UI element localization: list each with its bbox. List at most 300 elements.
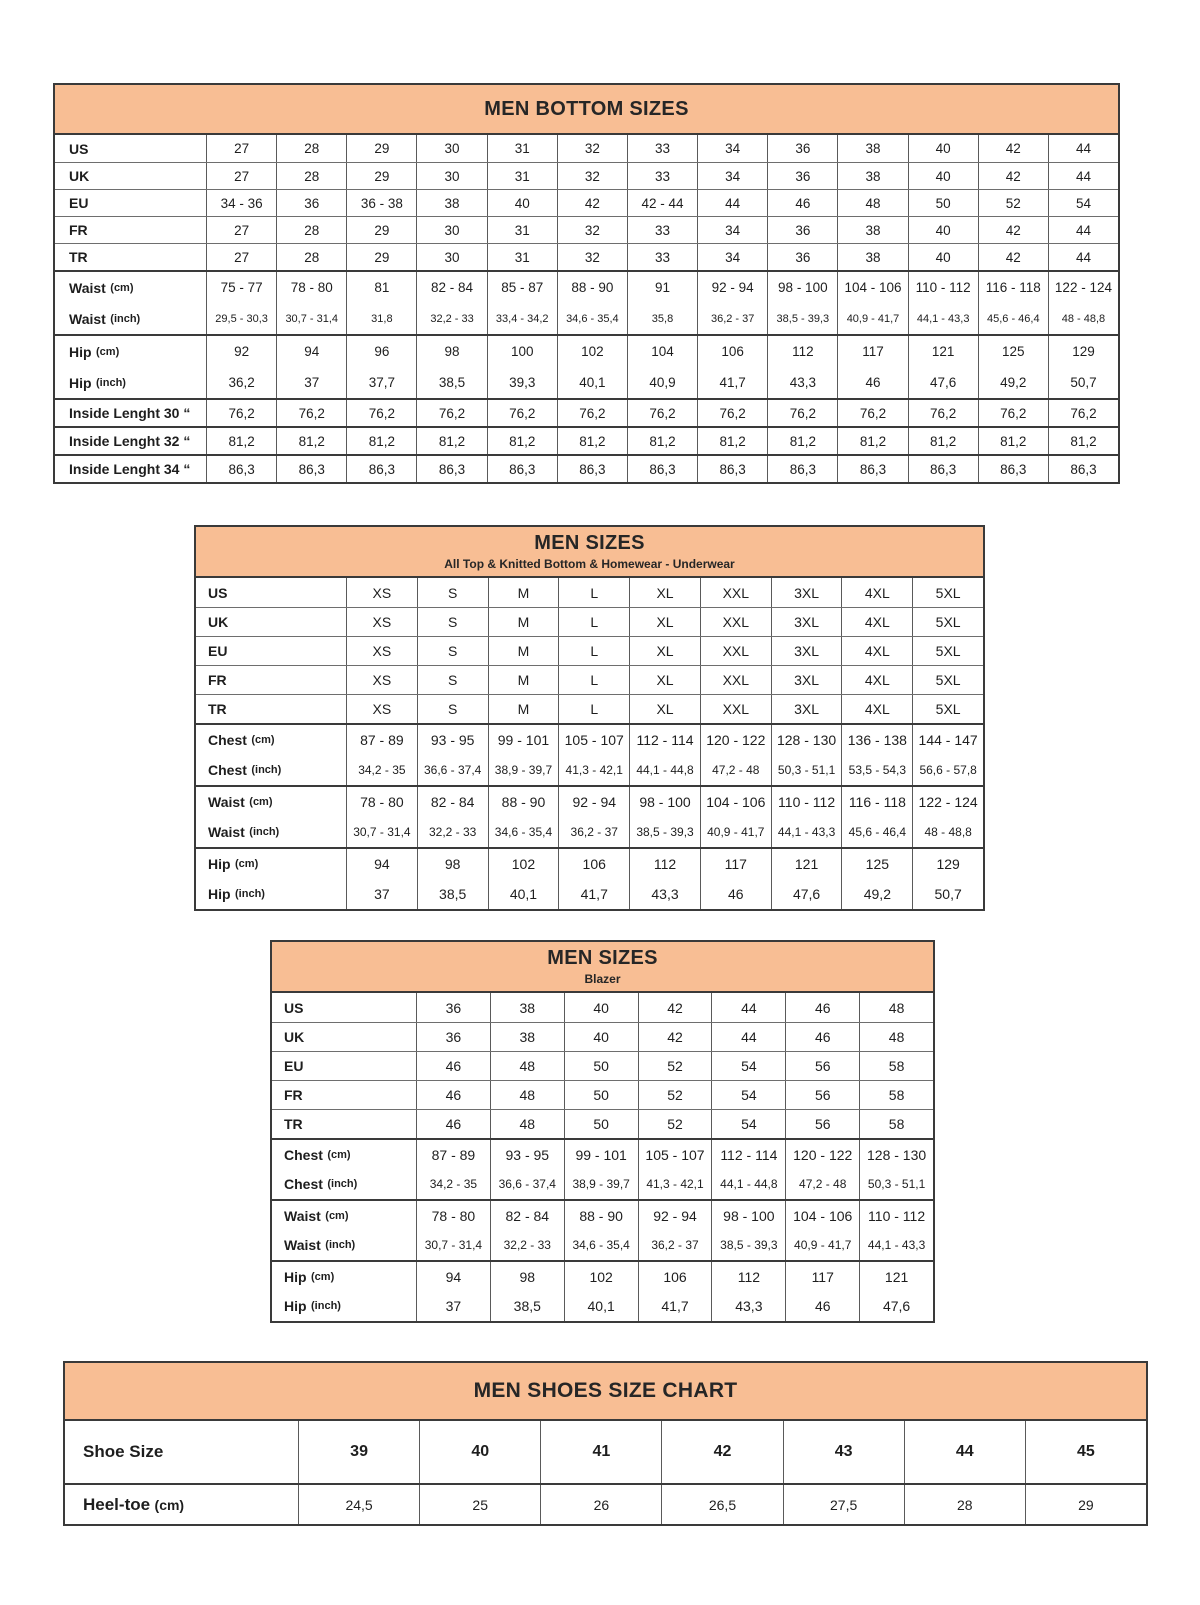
cell-value: M (517, 614, 530, 630)
cell-value: 40,9 (649, 375, 676, 390)
table-title: MEN SIZES (534, 532, 645, 554)
cell-value: 40 (935, 141, 951, 156)
value-cell (416, 190, 486, 216)
row-label-cell (196, 725, 347, 785)
value-cell (700, 578, 771, 607)
cell-value: 86,3 (298, 461, 325, 477)
row-label-line (284, 1140, 416, 1170)
row-label-cell (272, 1023, 417, 1051)
row-label-cell (65, 1421, 299, 1483)
cell-value: 45,6 - 46,4 (848, 825, 907, 839)
value-cell (638, 1110, 712, 1138)
value-cell (697, 244, 767, 270)
value-cell (558, 608, 629, 636)
cell-value: 93 - 95 (505, 1146, 550, 1163)
value-cell (837, 163, 907, 189)
cell-value: 36,6 - 37,4 (423, 763, 482, 777)
cell-value: 38,9 - 39,7 (572, 1177, 630, 1192)
cell-value: 104 - 106 (793, 1207, 853, 1224)
cell-value: 38,5 (438, 375, 466, 390)
row-label-cell (55, 336, 207, 398)
row-label-line (69, 135, 206, 162)
cell-value: XL (656, 643, 674, 659)
value-cell (276, 272, 346, 334)
cell-value: 48 (888, 1029, 905, 1045)
value-cell (564, 1201, 638, 1260)
value-cell (417, 637, 488, 665)
row-label: Inside Lenght 30 “ (69, 405, 191, 421)
value-cell (490, 993, 564, 1022)
table-row (272, 1199, 933, 1260)
row-label-unit: (inch) (110, 312, 141, 325)
cell-value: 91 (655, 280, 671, 295)
cell-value: 34,6 - 35,4 (572, 1238, 630, 1253)
cell-value: 81,2 (368, 433, 396, 449)
cell-value: 41,7 (661, 1298, 689, 1315)
value-cell (700, 695, 771, 723)
cell-value: 44 (1075, 249, 1091, 265)
table-row (272, 1260, 933, 1321)
cell-value: 48 - 48,8 (1061, 312, 1106, 325)
value-cell (488, 787, 559, 847)
value-cell (912, 849, 983, 909)
cell-value: 81,2 (719, 433, 746, 449)
value-cell (767, 190, 837, 216)
row-label: FR (69, 222, 88, 238)
cell-value: 5XL (935, 614, 961, 630)
cell-value: S (448, 701, 458, 717)
value-cell (487, 336, 557, 398)
cell-value: 82 - 84 (430, 794, 475, 810)
cell-value: 75 - 77 (220, 280, 263, 295)
table-row (55, 426, 1118, 454)
cell-value: XS (372, 643, 392, 659)
cell-value: 110 - 112 (915, 280, 971, 295)
row-label-cell (196, 849, 347, 909)
row-label-cell (272, 1081, 417, 1109)
row-label-cell (196, 666, 347, 694)
row-label-unit: (cm) (327, 1148, 351, 1161)
cell-value: 88 - 90 (579, 1207, 623, 1224)
value-cell (627, 190, 697, 216)
value-cell (661, 1421, 782, 1483)
value-cell (627, 400, 697, 426)
row-label-line (208, 725, 346, 755)
row-label-unit: (inch) (311, 1300, 341, 1313)
value-cell (558, 695, 629, 723)
value-cell (700, 725, 771, 785)
value-cell (767, 163, 837, 189)
value-cell (347, 608, 417, 636)
cell-value: 117 (724, 856, 747, 872)
value-cell (276, 428, 346, 454)
value-cell (487, 456, 557, 482)
row-label-line (284, 1170, 416, 1200)
value-cell (417, 666, 488, 694)
cell-value: 32 (584, 222, 600, 238)
value-cell (346, 163, 416, 189)
row-label-line (284, 1201, 416, 1231)
row-label-line (284, 1023, 416, 1051)
row-label-cell (196, 578, 347, 607)
value-cell (540, 1421, 661, 1483)
value-cell (908, 190, 978, 216)
value-cell (711, 1110, 785, 1138)
row-label-line (69, 456, 206, 482)
value-cell (416, 217, 486, 243)
value-cell (841, 787, 912, 847)
value-cell (276, 217, 346, 243)
table-row (65, 1483, 1146, 1524)
cell-value: 99 - 101 (497, 732, 550, 748)
cell-value: 44 (725, 195, 741, 211)
value-cell (859, 1262, 933, 1321)
row-label-cell (55, 135, 207, 162)
row-label: Chest (208, 732, 247, 748)
cell-value: 48 (519, 1087, 536, 1103)
row-label-line (284, 1292, 416, 1322)
cell-value: 38,5 - 39,3 (636, 825, 694, 839)
cell-value: S (448, 584, 458, 601)
row-label: TR (208, 701, 227, 717)
value-cell (627, 428, 697, 454)
value-cell (346, 135, 416, 162)
value-cell (1048, 190, 1118, 216)
cell-value: XXL (722, 701, 750, 717)
value-cell (1048, 336, 1118, 398)
cell-value: M (517, 701, 530, 717)
cell-value: 88 - 90 (501, 794, 546, 810)
cell-value: 48 (519, 1058, 536, 1074)
cell-value: 86,3 (789, 461, 816, 477)
cell-value: 105 - 107 (564, 732, 624, 748)
cell-value: 36,2 - 37 (651, 1238, 699, 1253)
cell-value: XXL (722, 614, 750, 630)
cell-value: 104 - 106 (844, 280, 902, 295)
value-cell (416, 456, 486, 482)
cell-value: 104 - 106 (706, 794, 766, 810)
value-cell (859, 1201, 933, 1260)
cell-value: 86,3 (579, 461, 606, 477)
value-cell (627, 163, 697, 189)
value-cell (487, 428, 557, 454)
value-cell (771, 637, 842, 665)
row-label-cell (196, 608, 347, 636)
value-cell (629, 695, 700, 723)
row-label: Waist (69, 279, 106, 296)
row-label: Chest (208, 762, 247, 778)
row-label: Hip (69, 343, 92, 360)
row-label-cell (55, 190, 207, 216)
cell-value: 81,2 (649, 433, 676, 449)
cell-value: 86,3 (719, 461, 746, 477)
cell-value: 42 (1005, 249, 1021, 265)
cell-value: 44 (1075, 168, 1091, 184)
cell-value: 45,6 - 46,4 (987, 312, 1040, 325)
cell-value: 136 - 138 (847, 732, 907, 748)
value-cell (841, 637, 912, 665)
cell-value: 56 (814, 1058, 831, 1074)
cell-value: 38 (519, 999, 536, 1016)
table-header (272, 942, 933, 993)
cell-value: 81,2 (298, 433, 325, 449)
cell-value: 40 (471, 1443, 490, 1460)
table-header (196, 527, 983, 578)
cell-value: 29 (1078, 1496, 1094, 1513)
row-label-cell (272, 1110, 417, 1138)
cell-value: 41,7 (580, 886, 608, 902)
cell-value: 32 (584, 249, 600, 265)
cell-value: 45 (1077, 1443, 1095, 1460)
cell-value: 28 (304, 141, 320, 156)
row-label-cell (65, 1485, 299, 1524)
cell-value: 48 (519, 1116, 536, 1132)
cell-value: 29 (374, 141, 390, 156)
table-row (55, 243, 1118, 270)
cell-value: 81,2 (579, 433, 606, 449)
cell-value: 38 (444, 195, 460, 211)
cell-value: 112 (653, 856, 677, 872)
cell-value: 81,2 (509, 433, 536, 449)
cell-value: 81,2 (228, 433, 255, 449)
cell-value: 42 (1005, 141, 1021, 156)
cell-value: 5XL (935, 701, 961, 717)
value-cell (978, 400, 1048, 426)
cell-value: 38,5 (513, 1298, 541, 1315)
row-label-line (69, 272, 206, 303)
cell-value: 30 (444, 168, 460, 184)
cell-value: 88 - 90 (571, 280, 614, 295)
value-cell (767, 400, 837, 426)
value-cell (417, 1201, 490, 1260)
table-row (196, 578, 983, 607)
cell-value: 3XL (794, 701, 820, 717)
cell-value: 33,4 - 34,2 (495, 312, 549, 325)
value-cell (638, 993, 712, 1022)
cell-value: 34 (725, 249, 741, 265)
row-label: EU (208, 643, 228, 659)
cell-value: 82 - 84 (431, 280, 474, 295)
cell-value: 44 (741, 999, 757, 1016)
value-cell (299, 1485, 419, 1524)
cell-value: 85 - 87 (501, 280, 544, 295)
cell-value: 32 (584, 141, 600, 156)
cell-value: 44,1 - 44,8 (636, 763, 694, 777)
value-cell (783, 1485, 904, 1524)
row-label-cell (55, 428, 207, 454)
row-label: Hip (284, 1268, 307, 1285)
row-label: US (284, 999, 304, 1016)
cell-value: XS (372, 672, 392, 688)
cell-value: 40 (593, 1029, 609, 1045)
cell-value: 50,7 (1070, 375, 1097, 390)
value-cell (207, 244, 276, 270)
value-cell (558, 725, 629, 785)
value-cell (416, 336, 486, 398)
value-cell (978, 456, 1048, 482)
value-cell (912, 608, 983, 636)
cell-value: 76,2 (719, 405, 746, 421)
row-label-line (69, 163, 206, 189)
cell-value: 30,7 - 31,4 (285, 312, 339, 325)
value-cell (638, 1262, 712, 1321)
value-cell (908, 217, 978, 243)
value-cell (785, 1081, 859, 1109)
value-cell (629, 666, 700, 694)
value-cell (347, 725, 417, 785)
cell-value: 86,3 (509, 461, 536, 477)
cell-value: L (590, 701, 599, 717)
table-row (55, 334, 1118, 398)
cell-value: 42 (1005, 168, 1021, 184)
value-cell (711, 1081, 785, 1109)
value-cell (207, 336, 276, 398)
cell-value: 106 (663, 1268, 687, 1285)
value-cell (978, 217, 1048, 243)
value-cell (904, 1485, 1025, 1524)
table-row (55, 189, 1118, 216)
cell-value: 50 (593, 1087, 609, 1103)
row-label-line (208, 755, 346, 785)
value-cell (785, 1110, 859, 1138)
value-cell (564, 1052, 638, 1080)
value-cell (908, 272, 978, 334)
value-cell (276, 135, 346, 162)
value-cell (700, 637, 771, 665)
cell-value: 50,3 - 51,1 (777, 763, 836, 777)
value-cell (912, 725, 983, 785)
cell-value: 92 - 94 (653, 1207, 697, 1224)
cell-value: 38 (519, 1029, 536, 1045)
value-cell (785, 1140, 859, 1199)
cell-value: 98 - 100 (723, 1207, 775, 1224)
row-label: EU (69, 195, 89, 211)
cell-value: XL (656, 672, 674, 688)
cell-value: 27 (234, 141, 250, 156)
value-cell (638, 1081, 712, 1109)
cell-value: XL (656, 614, 674, 630)
table-row (196, 636, 983, 665)
row-label-line (83, 1421, 298, 1483)
value-cell (697, 190, 767, 216)
value-cell (488, 578, 559, 607)
row-label-line (208, 879, 346, 909)
value-cell (697, 428, 767, 454)
value-cell (346, 244, 416, 270)
row-label-unit: (cm) (154, 1496, 185, 1513)
cell-value: 3XL (794, 614, 820, 630)
cell-value: 47,2 - 48 (799, 1177, 847, 1192)
cell-value: 28 (304, 168, 320, 184)
value-cell (837, 272, 907, 334)
value-cell (629, 578, 700, 607)
cell-value: 46 (728, 886, 744, 902)
row-label-cell (55, 400, 207, 426)
value-cell (417, 725, 488, 785)
cell-value: 53,5 - 54,3 (848, 763, 907, 777)
value-cell (207, 217, 276, 243)
cell-value: 44,1 - 43,3 (916, 312, 970, 325)
table-row (272, 993, 933, 1022)
value-cell (487, 400, 557, 426)
value-cell (564, 1023, 638, 1051)
cell-value: 56,6 - 57,8 (919, 763, 977, 777)
cell-value: 37 (304, 375, 320, 390)
cell-value: 81,2 (438, 433, 466, 449)
cell-value: 41,3 - 42,1 (565, 763, 623, 777)
value-cell (638, 1140, 712, 1199)
row-label-unit: (cm) (325, 1209, 349, 1222)
cell-value: 54 (741, 1087, 757, 1103)
cell-value: 129 (936, 856, 960, 872)
cell-value: 31,8 (371, 312, 393, 325)
value-cell (276, 163, 346, 189)
cell-value: 44 (955, 1443, 974, 1460)
cell-value: 52 (1005, 195, 1021, 211)
cell-value: 29 (374, 222, 390, 238)
value-cell (697, 163, 767, 189)
value-cell (859, 1052, 933, 1080)
value-cell (1048, 272, 1118, 334)
cell-value: 76,2 (1070, 405, 1097, 421)
row-label-unit: (cm) (110, 281, 134, 294)
value-cell (417, 608, 488, 636)
cell-value: 92 - 94 (711, 280, 754, 295)
table-row (272, 1138, 933, 1199)
value-cell (1048, 428, 1118, 454)
cell-value: 48 (865, 195, 881, 211)
value-cell (564, 1262, 638, 1321)
cell-value: 87 - 89 (360, 732, 404, 748)
table-header (65, 1363, 1146, 1421)
value-cell (978, 135, 1048, 162)
value-cell (1025, 1421, 1146, 1483)
cell-value: M (517, 584, 530, 601)
table-title: MEN BOTTOM SIZES (484, 97, 689, 120)
value-cell (347, 637, 417, 665)
value-cell (417, 578, 488, 607)
cell-value: 44,1 - 43,3 (867, 1238, 926, 1253)
value-cell (837, 456, 907, 482)
cell-value: 44 (1075, 222, 1091, 238)
value-cell (487, 244, 557, 270)
table-row (272, 1080, 933, 1109)
cell-value: 40 (593, 999, 609, 1016)
value-cell (629, 849, 700, 909)
value-cell (276, 336, 346, 398)
value-cell (912, 695, 983, 723)
row-label-line (284, 1110, 416, 1138)
cell-value: 30,7 - 31,4 (424, 1238, 483, 1253)
cell-value: 36 (445, 999, 462, 1016)
cell-value: 52 (667, 1116, 683, 1132)
cell-value: 40 (935, 222, 951, 238)
value-cell (785, 1052, 859, 1080)
value-cell (419, 1485, 540, 1524)
value-cell (207, 135, 276, 162)
cell-value: 76,2 (298, 405, 325, 421)
row-label: Hip (69, 374, 92, 391)
cell-value: 98 (444, 856, 461, 872)
cell-value: 46 (865, 375, 881, 390)
cell-value: 50,3 - 51,1 (867, 1177, 926, 1192)
cell-value: 47,6 (882, 1298, 911, 1315)
cell-value: 36 (304, 195, 320, 211)
cell-value: 42 - 44 (641, 195, 684, 211)
cell-value: 125 (1002, 344, 1025, 359)
value-cell (487, 190, 557, 216)
cell-value: 144 - 147 (918, 732, 978, 748)
